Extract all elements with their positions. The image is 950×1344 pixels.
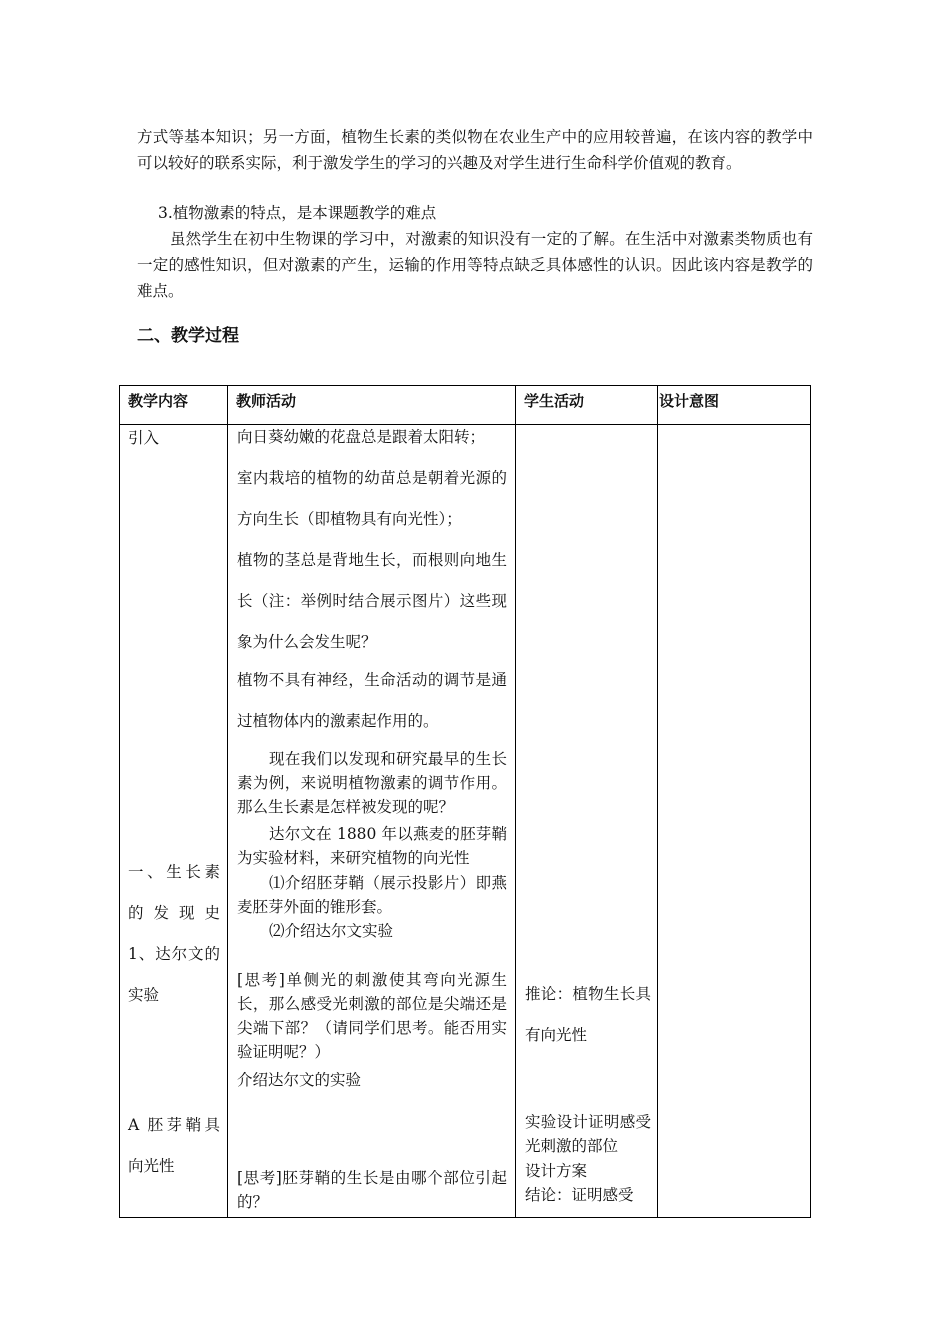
table-divider-1 bbox=[227, 385, 228, 1218]
teacher-text-3: 植物的茎总是背地生长，而根则向地生长（注：举例时结合展示图片）这些现象为什么会发生呢？ bbox=[237, 551, 507, 651]
header-student: 学生活动 bbox=[524, 392, 585, 410]
teacher-text-7: ⑴介绍胚芽鞘（展示投影片）即燕麦胚芽外面的锥形套。 bbox=[237, 874, 507, 916]
header-design: 设计意图 bbox=[659, 392, 720, 410]
table-divider-2 bbox=[515, 385, 516, 1218]
student-text-1: 推论：植物生长具有向光性 bbox=[525, 985, 651, 1044]
intro-paragraph-2: 3.植物激素的特点，是本课题教学的难点 bbox=[158, 204, 437, 222]
teacher-text-2: 室内栽培的植物的幼苗总是朝着光源的方向生长（即植物具有向光性）； bbox=[237, 469, 507, 528]
teacher-text-6: 达尔文在 1880 年以燕麦的胚芽鞘为实验材料，来研究植物的向光性 bbox=[237, 825, 507, 867]
intro-paragraph-3: 虽然学生在初中生物课的学习中，对激素的知识没有一定的了解。在生活中对激素类物质也有一定的感性知识，但对激素的产生，运输的作用等特点缺乏具体感性的认识。因此该内容是教学的难点。 bbox=[137, 230, 813, 300]
header-teacher: 教师活动 bbox=[236, 392, 297, 410]
table-border-left bbox=[119, 385, 120, 1218]
teacher-text-1: 向日葵幼嫩的花盘总是跟着太阳转； bbox=[237, 428, 486, 446]
teaching-process-table bbox=[119, 385, 811, 1218]
teacher-text-10: 介绍达尔文的实验 bbox=[237, 1071, 362, 1089]
student-text-2: 实验设计证明感受光刺激的部位 bbox=[525, 1113, 651, 1155]
teacher-text-4: 植物不具有神经，生命活动的调节是通过植物体内的激素起作用的。 bbox=[237, 671, 507, 730]
header-content: 教学内容 bbox=[128, 392, 189, 410]
student-text-3: 设计方案 bbox=[525, 1162, 588, 1180]
table-border-right bbox=[810, 385, 811, 1218]
student-text-4: 结论：证明感受 bbox=[525, 1186, 634, 1204]
table-divider-3 bbox=[657, 385, 658, 1218]
content-history: 一、生长素的发现史 1、达尔文的实验 bbox=[128, 863, 220, 1004]
table-border-bottom bbox=[119, 1217, 811, 1218]
intro-paragraph-1: 方式等基本知识；另一方面，植物生长素的类似物在农业生产中的应用较普遍，在该内容的教学中可以较好的联系实际，利于激发学生的学习的兴趣及对学生进行生命科学价值观的教育。 bbox=[137, 128, 813, 172]
teacher-text-8: ⑵介绍达尔文实验 bbox=[269, 922, 394, 940]
teacher-text-9: [思考]单侧光的刺激使其弯向光源生长，那么感受光刺激的部位是尖端还是尖端下部？（请同学们思考。能否用实验证明呢？） bbox=[237, 971, 507, 1061]
teacher-text-11: [思考]胚芽鞘的生长是由哪个部位引起的？ bbox=[237, 1169, 507, 1211]
content-intro: 引入 bbox=[128, 429, 160, 447]
content-phototropism: A 胚芽鞘具向光性 bbox=[128, 1116, 220, 1175]
table-border-top bbox=[119, 385, 811, 386]
teacher-text-5: 现在我们以发现和研究最早的生长素为例，来说明植物激素的调节作用。那么生长素是怎样被发现的呢？ bbox=[237, 750, 507, 816]
section-heading: 二、教学过程 bbox=[137, 326, 239, 346]
